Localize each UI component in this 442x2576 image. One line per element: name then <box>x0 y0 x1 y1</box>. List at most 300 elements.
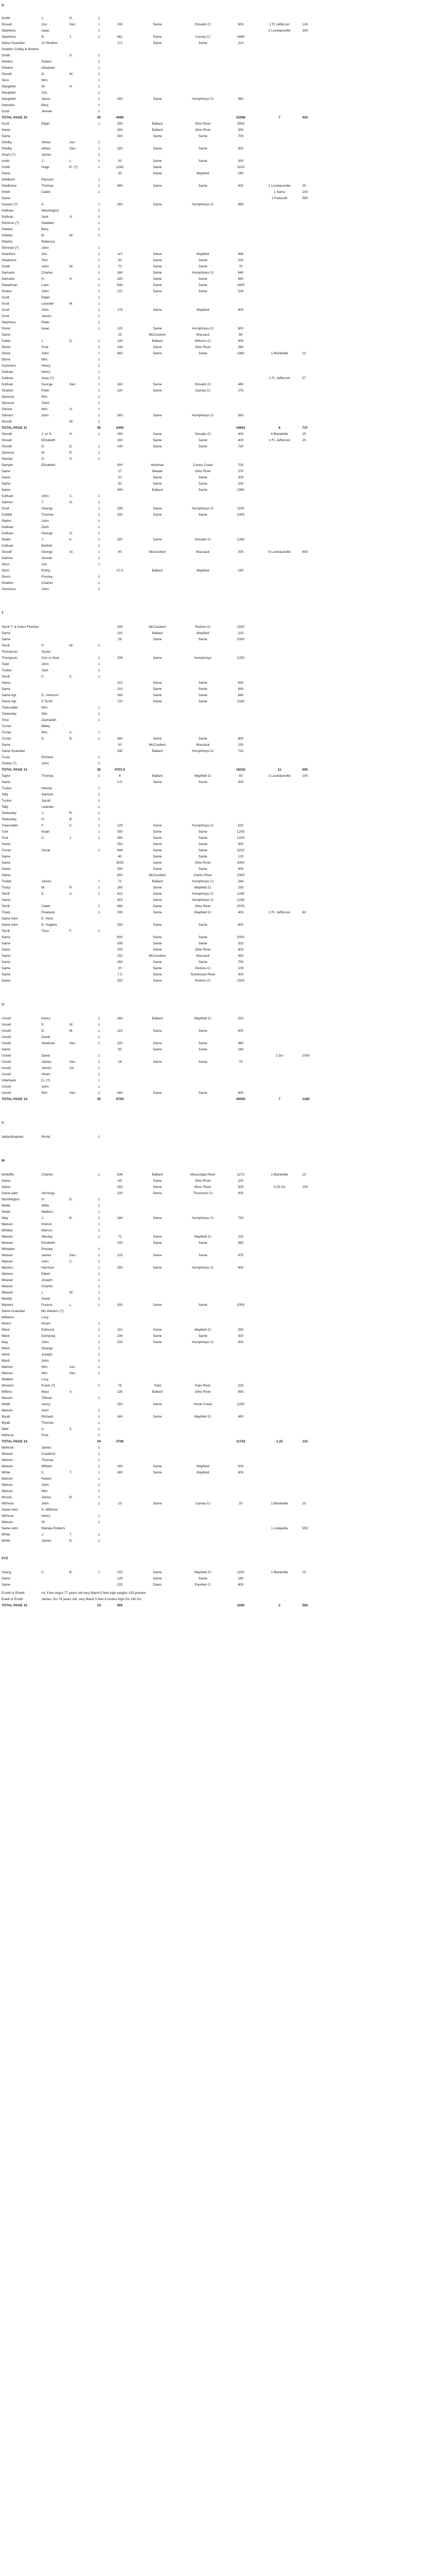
table-row <box>0 400 442 406</box>
cell-value: 2160 <box>237 700 245 703</box>
table-row <box>0 1184 442 1191</box>
cell-value: 450 <box>238 954 244 958</box>
cell-count: 1 <box>98 756 100 759</box>
cell-given: Jno <box>41 23 47 26</box>
cell-surname: Unsell <box>2 1017 11 1020</box>
cell-count: 1 <box>98 669 100 672</box>
cell-creek: Stovalls Cr <box>195 538 211 541</box>
cell-given: Lucy <box>41 1378 49 1381</box>
cell-count: 1 <box>98 221 100 225</box>
cell-acres: 160 <box>117 414 123 417</box>
cell-init: W. <box>69 72 73 76</box>
table-row <box>0 1570 442 1576</box>
cell-surname: Same <box>2 128 10 132</box>
table-row <box>0 724 442 730</box>
cell-value: 1250 <box>237 1403 245 1406</box>
cell-acres: 100 <box>117 1241 123 1245</box>
cell-loc: Same <box>153 345 162 349</box>
cell-count: 1 <box>98 1502 100 1505</box>
cell-loc: Same <box>153 184 162 188</box>
table-row <box>0 835 442 841</box>
cell-loc: Same <box>153 681 162 685</box>
cell-acres: 208 <box>117 942 123 945</box>
cell-given: Abraham <box>41 1042 55 1045</box>
cell-value: 500 <box>238 184 244 188</box>
cell-e2: 550 <box>302 197 308 200</box>
cell-extra: 11 <box>277 768 282 772</box>
cell-count: 1 <box>98 675 100 679</box>
table-row <box>0 481 442 487</box>
cell-value: 720 <box>238 749 244 753</box>
cell-loc: Same <box>153 973 162 976</box>
cell-acres: 160 <box>117 147 123 150</box>
cell-e2: 20 <box>302 439 306 442</box>
cell-given: B. <box>41 234 45 237</box>
cell-value: 480 <box>238 383 244 386</box>
cell-creek: Wilsons Cr <box>195 339 211 343</box>
cell-value: 100 <box>238 259 244 262</box>
table-row <box>0 1590 442 1596</box>
cell-surname: Same <box>2 687 10 691</box>
cell-acres: 160 <box>117 97 123 101</box>
cell-value: 1000 <box>237 513 245 517</box>
cell-count: 1 <box>98 1409 100 1412</box>
cell-surname: Ward <box>2 1353 10 1357</box>
cell-surname: Todd <box>2 662 9 666</box>
table-row <box>0 755 442 761</box>
cell-surname: Weaver <box>2 1291 13 1294</box>
cell-creek: Same <box>198 1577 208 1580</box>
cell-surname: Same <box>2 842 10 846</box>
cell-surname: Same <box>2 333 10 337</box>
cell-given: John <box>41 662 49 666</box>
cell-count: 1 <box>98 544 100 548</box>
cell-given: W. <box>41 1520 46 1524</box>
cell-surname: Thompson <box>2 650 18 654</box>
table-row <box>0 736 442 742</box>
cell-given: Lucy <box>41 1316 49 1319</box>
cell-given: Charles <box>41 581 53 585</box>
cell-given: David <box>41 1035 50 1039</box>
cell-acres: 200 <box>117 23 123 26</box>
cell-count: 1 <box>98 209 100 213</box>
cell-init: F. <box>69 929 72 933</box>
table-row <box>0 512 442 518</box>
cell-surname: Tankesley <box>2 811 17 815</box>
cell-count: 1 <box>98 525 100 529</box>
table-row <box>0 1364 442 1370</box>
cell-given: Bartlett <box>41 544 52 548</box>
cell-init: H. <box>69 85 73 88</box>
table-row <box>0 1022 442 1028</box>
table-row <box>0 518 442 524</box>
cell-surname: Ezzell or Erlwitt <box>2 1591 25 1595</box>
cell-surname: Shelby <box>2 147 12 150</box>
table-row <box>0 1090 442 1096</box>
table-row <box>0 369 442 375</box>
cell-creek: Mayfield Cr <box>194 774 212 778</box>
cell-acres: 144 <box>117 345 123 349</box>
cell-given: George <box>41 532 53 535</box>
cell-acres: 500 <box>117 1303 123 1307</box>
cell-given: D. <box>41 1029 45 1033</box>
cell-creek: Ohio River <box>195 1390 211 1394</box>
cell-acres: 160 <box>117 1266 123 1270</box>
cell-surname: Terrill T. & Anton Fletcher <box>2 625 39 629</box>
cell-surname: Swarford <box>2 252 16 256</box>
table-row <box>0 1222 442 1228</box>
table-row <box>0 1596 442 1603</box>
cell-count: 1 <box>98 1347 100 1350</box>
cell-surname: Salmon <box>2 501 13 504</box>
cell-surname: Stovall <box>2 72 12 76</box>
cell-given: C. <box>41 1571 45 1574</box>
cell-init: W. <box>69 1023 73 1027</box>
cell-creek: Mayfield Cr <box>194 911 212 914</box>
total-row <box>0 1603 442 1609</box>
cell-extra: 0.25 Do <box>273 1185 286 1189</box>
cell-count: 1 <box>98 1359 100 1363</box>
cell-acres: 30 <box>117 172 122 175</box>
cell-surname: Stephens <box>2 35 16 39</box>
cell-acres: 210 <box>117 681 123 685</box>
table-row <box>0 500 442 506</box>
cell-creek: Same <box>198 283 208 287</box>
table-row <box>0 637 442 643</box>
cell-e2: 650 <box>302 550 308 554</box>
cell-surname: Unsell <box>2 1042 11 1045</box>
table-row <box>0 1582 442 1588</box>
cell-value: 1272 <box>237 1173 245 1177</box>
cell-given: P. <box>41 644 45 647</box>
cell-value: 720 <box>238 1216 244 1220</box>
cell-surname: Sprouse <box>2 401 14 405</box>
cell-surname: Same <box>2 979 10 983</box>
cell-count: 1 <box>98 1272 100 1276</box>
cell-acres: 128 <box>117 824 123 827</box>
cell-surname: Watt <box>2 1427 9 1431</box>
cell-given: Sanford <box>41 793 53 796</box>
cell-surname: Scott <box>2 308 9 312</box>
cell-count: 1 <box>98 1229 100 1232</box>
cell-loc: Same <box>153 327 162 330</box>
cell-count: 1 <box>98 271 100 275</box>
table-row <box>0 53 442 59</box>
cell-given: W. <box>41 85 46 88</box>
table-row <box>0 1377 442 1383</box>
cell-value: 70 <box>239 265 243 268</box>
cell-acres: 240 <box>117 749 123 753</box>
cell-loc: Same <box>153 538 162 541</box>
cell-value: 240 <box>238 172 244 175</box>
table-row <box>0 717 442 724</box>
table-row <box>0 90 442 96</box>
cell-loc: Same <box>153 482 162 486</box>
cell-count: 1 <box>98 370 100 374</box>
cell-surname: Sublett <box>2 513 12 517</box>
cell-given: Thomas <box>41 1458 54 1462</box>
cell-e2: 25 <box>302 432 306 436</box>
cell-acres: 135 <box>117 1390 123 1394</box>
table-row <box>0 1445 442 1451</box>
cell-value: 675 <box>238 1254 244 1257</box>
cell-surname: Terrill <box>2 892 10 896</box>
cell-value: 480 <box>238 1415 244 1419</box>
cell-surname: Same <box>2 867 10 871</box>
cell-surname: Sham (?) <box>2 153 16 157</box>
table-row <box>0 1284 442 1290</box>
table-row <box>0 1246 442 1253</box>
cell-count: 1 <box>98 228 100 231</box>
cell-count: 1 <box>98 91 100 95</box>
cell-creek: Mayfield <box>196 1465 210 1468</box>
cell-loc: Same <box>153 687 162 691</box>
table-row <box>0 195 442 202</box>
table-row <box>0 1383 442 1389</box>
cell-surname: Shields <box>2 234 13 237</box>
cell-acres: 1040 <box>116 165 124 169</box>
cell-count: 1 <box>98 1266 100 1270</box>
cell-creek: Mayfield <box>196 1471 210 1474</box>
cell-loc: Same <box>153 1403 162 1406</box>
cell-surname: Withrow <box>2 1446 14 1450</box>
cell-init: H. <box>69 277 73 281</box>
cell-count: 1 <box>98 432 100 436</box>
cell-count: 1 <box>98 29 100 33</box>
table-row <box>0 1308 442 1315</box>
cell-count: 1 <box>98 581 100 585</box>
cell-creek: Pain River <box>195 1384 211 1388</box>
cell-count: 1 <box>98 308 100 312</box>
cell-surname: Shelbome <box>2 184 17 188</box>
cell-given: Henry <box>41 1017 51 1020</box>
cell-given: Rebecca <box>41 240 55 244</box>
cell-creek: Same <box>198 513 208 517</box>
cell-surname: Wickliffe <box>2 1173 14 1177</box>
cell-creek: Ohio River <box>195 905 211 908</box>
cell-value: 2000 <box>237 1303 245 1307</box>
cell-loc: Same <box>153 476 162 479</box>
table-row <box>0 531 442 537</box>
cell-given: Wm. <box>41 358 49 361</box>
table-row <box>0 537 442 543</box>
cell-given: John <box>41 494 49 498</box>
cell-acres: 600 <box>117 936 123 939</box>
cell-surname: Same <box>2 780 10 784</box>
cell-surname: Tharp <box>2 911 10 914</box>
cell-acres: 209 <box>117 656 123 660</box>
cell-count: 1 <box>98 66 100 70</box>
cell-acres: 300 <box>117 463 123 467</box>
cell-loc: Same <box>153 1571 162 1574</box>
cell-creek: Same <box>198 1303 208 1307</box>
cell-given: Richard <box>41 1415 53 1419</box>
table-row <box>0 680 442 686</box>
cell-count: 1 <box>98 35 100 39</box>
cell-surname: Tisdell <box>2 880 11 883</box>
cell-loc: Same <box>153 898 162 902</box>
cell-surname: Same <box>2 973 10 976</box>
cell-value: 200 <box>238 550 244 554</box>
cell-count: 1 <box>98 1291 100 1294</box>
cell-given: E. <box>41 1023 45 1027</box>
cell-given: Henry <box>41 1514 51 1518</box>
cell-loc: Same <box>153 1192 162 1195</box>
cell-count: 1 <box>98 1029 100 1033</box>
cell-surname: Same <box>2 1583 10 1587</box>
table-row <box>0 152 442 158</box>
cell-given: Willis <box>41 1204 50 1208</box>
cell-surname: Stovall <box>2 445 12 448</box>
cell-given: Benj. <box>41 228 49 231</box>
cell-surname: Slaughter <box>2 97 16 101</box>
cell-acres: 117 <box>117 252 123 256</box>
cell-init: R. <box>69 811 73 815</box>
cell-surname: Warters <box>2 1272 13 1276</box>
cell-loc: McCracken <box>149 873 166 877</box>
cell-value: 2000 <box>237 873 245 877</box>
cell-surname: Sassen (?) <box>2 203 18 206</box>
cell-given: Caleb <box>41 905 50 908</box>
cell-value: 1190 <box>237 507 244 510</box>
cell-surname: Same <box>2 1185 10 1189</box>
cell-surname: Warters <box>2 1303 13 1307</box>
cell-value: 960 <box>238 1042 244 1045</box>
cell-surname: Way <box>2 1216 8 1220</box>
cell-surname: Sims <box>2 79 9 82</box>
cell-given: Jason <box>41 97 51 101</box>
cell-surname: V <box>2 1121 4 1125</box>
cell-surname: Smith <box>2 190 10 194</box>
cell-extra: 1 Ft. Jefferson <box>269 439 290 442</box>
cell-init: D. <box>69 1198 73 1201</box>
cell-acres: 160 <box>117 271 123 275</box>
cell-surname: Same <box>2 476 10 479</box>
cell-loc: Ballard <box>152 128 163 132</box>
cell-acres: 37.5 <box>116 569 123 573</box>
cell-init: Jr. <box>69 408 73 411</box>
cell-init: H. <box>69 432 73 436</box>
cell-creek: Mayfield <box>196 569 210 573</box>
table-row <box>0 1321 442 1327</box>
table-row <box>0 121 442 127</box>
cell-acres: 200 <box>117 911 123 914</box>
cell-given: Presley <box>41 575 53 579</box>
cell-creek: Same <box>198 830 208 834</box>
table-row <box>0 375 442 382</box>
cell-loc: Same <box>153 830 162 834</box>
cell-loc: Davis <box>153 1583 162 1587</box>
table-row <box>0 1228 442 1234</box>
cell-e2: 115 <box>302 1440 308 1443</box>
cell-e2: 100 <box>302 190 308 194</box>
section-letter <box>0 610 442 616</box>
cell-surname: Unsell <box>2 1085 11 1089</box>
cell-given: J. <box>41 811 45 815</box>
cell-given: F. <box>41 824 45 827</box>
cell-acres: 120 <box>117 1577 123 1580</box>
cell-given: Peter <box>41 321 50 324</box>
cell-surname: Stone <box>2 352 10 355</box>
cell-surname: Same Adm <box>2 1527 18 1530</box>
cell-acres: 3025 <box>116 861 124 865</box>
cell-loc: Same <box>153 886 162 890</box>
table-row <box>0 227 442 233</box>
cell-acres: 176 <box>117 308 123 312</box>
cell-value: 300 <box>238 339 244 343</box>
cell-loc: Same <box>153 694 162 697</box>
cell-count: 1 <box>98 911 100 914</box>
cell-surname: Webb <box>2 1403 10 1406</box>
table-row <box>0 1215 442 1222</box>
cell-loc: Same <box>153 1266 162 1270</box>
cell-acres: 25 <box>117 638 122 641</box>
cell-init: Sen. <box>69 1372 77 1375</box>
cell-surname: Same <box>2 743 10 747</box>
total-row <box>0 1439 442 1445</box>
cell-given: John <box>41 290 49 293</box>
cell-acres: 120 <box>117 327 123 330</box>
cell-surname: Same <box>2 936 10 939</box>
cell-e2: 560 <box>302 1604 308 1607</box>
cell-surname: Sullivan <box>2 525 13 529</box>
cell-value: 240 <box>238 1577 244 1580</box>
cell-creek: Same <box>198 1091 208 1095</box>
cell-count: 1 <box>98 376 100 380</box>
cell-given: Wm. <box>41 712 49 716</box>
cell-creek: Perkins Cr <box>195 625 211 629</box>
cell-count: 1 <box>98 1216 100 1220</box>
cell-surname: Stum <box>2 563 10 566</box>
cell-count: 1 <box>98 1372 100 1375</box>
cell-creek: Humphreys Cr <box>192 271 214 275</box>
table-row <box>0 363 442 369</box>
cell-e2: 80 <box>302 911 306 914</box>
table-row <box>0 245 442 251</box>
cell-surname: Semple <box>2 463 13 467</box>
cell-acres: 6 <box>119 774 121 778</box>
table-row <box>0 649 442 655</box>
cell-acres: 260 <box>117 737 123 741</box>
cell-loc: Same <box>153 1048 162 1051</box>
cell-loc: Same <box>153 656 162 660</box>
cell-count: 1 <box>98 662 100 666</box>
table-row <box>0 22 442 28</box>
cell-acres: 40 <box>117 550 122 554</box>
cell-surname: Scott <box>2 507 9 510</box>
cell-given: Milley <box>41 725 50 728</box>
cell-surname: Stovall <box>2 420 12 424</box>
cell-count: 1 <box>98 1427 100 1431</box>
cell-surname: Terrill <box>2 675 10 679</box>
cell-loc: Same <box>153 1328 162 1332</box>
cell-acres: 0.5 <box>117 780 123 784</box>
cell-surname: Same <box>2 638 10 641</box>
table-row <box>0 251 442 258</box>
table-row <box>0 40 442 47</box>
cell-acres: 20 <box>117 159 122 163</box>
cell-init: S. <box>69 457 73 461</box>
cell-loc: McCracken <box>149 333 166 337</box>
cell-count: 1 <box>98 1483 100 1487</box>
cell-loc: Ballard <box>152 631 163 635</box>
cell-acres: 220 <box>117 1042 123 1045</box>
cell-surname: Watson <box>2 1477 13 1481</box>
cell-acres: 640 <box>117 283 123 287</box>
cell-surname: Shelby <box>2 141 12 144</box>
cell-count: 1 <box>98 1384 100 1388</box>
cell-creek: Same <box>198 737 208 741</box>
